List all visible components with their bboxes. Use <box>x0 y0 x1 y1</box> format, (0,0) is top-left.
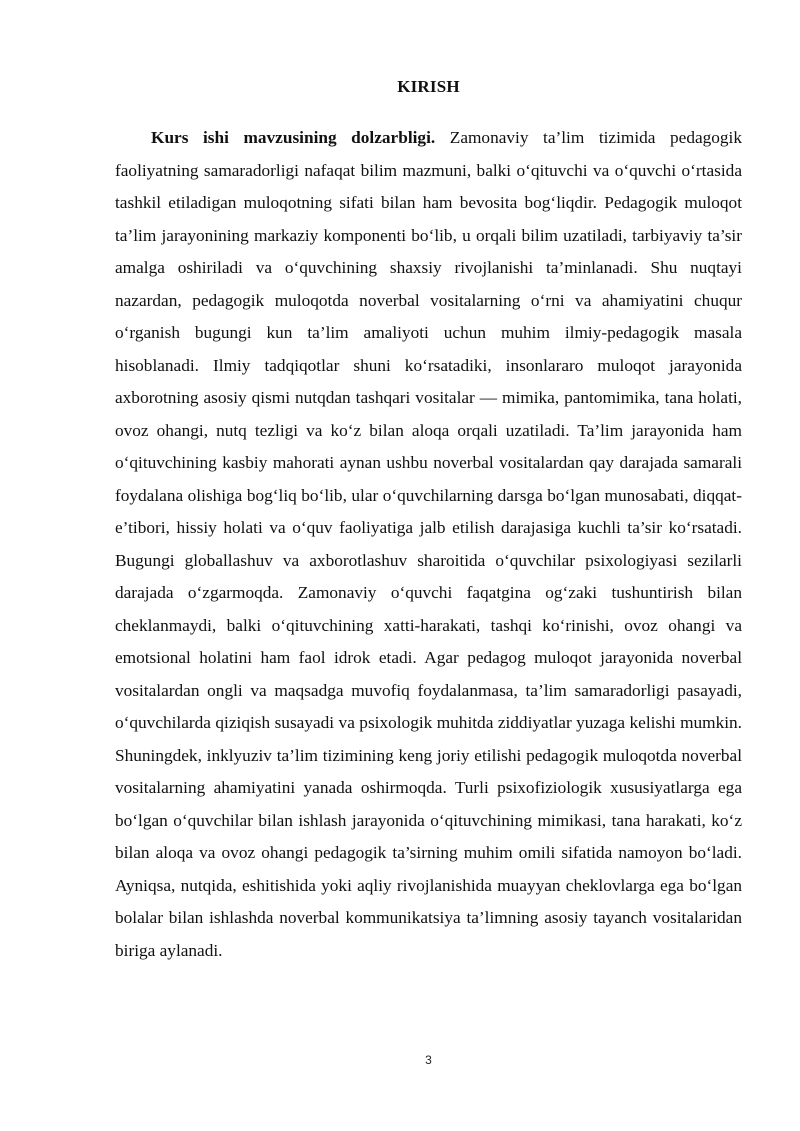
body-paragraph <box>115 122 742 967</box>
document-page <box>115 0 742 1131</box>
paragraph-text: Zamonaviy ta’lim tizimida pedagogik faoliyatning samaradorligi nafaqat bilim mazmuni, balki o‘qituvchi va o‘quvchi o‘rtasida tashkil etiladigan muloqotning sifati bilan ham bevosita bog‘liqdir. Pedagogik muloqot ta’lim jarayonining markaziy komponenti bo‘lib, u orqali bilim uzatiladi, tarbiyaviy ta’sir amalga oshiriladi va o‘quvchining shaxsiy rivojlanishi ta’minlanadi. Shu nuqtayi nazardan, pedagogik muloqotda noverbal vositalarning o‘rni va ahamiyatini chuqur o‘rganish bugungi kun ta’lim amaliyoti uchun muhim ilmiy-pedagogik masala hisoblanadi. Ilmiy tadqiqotlar shuni ko‘rsatadiki, insonlararo muloqot jarayonida axborotning asosiy qismi nutqdan tashqari vositalar — mimika, pantomimika, tana holati, ovoz ohangi, nutq tezligi va ko‘z bilan aloqa orqali uzatiladi. Ta’lim jarayonida ham o‘qituvchining kasbiy mahorati aynan ushbu noverbal vositalardan qay darajada samarali foydalana olishiga bog‘liq bo‘lib, ular o‘quvchilarning darsga bo‘lgan munosabati, diqqat-e’tibori, hissiy holati va o‘quv faoliyatiga jalb etilish darajasiga kuchli ta’sir ko‘rsatadi. Bugungi globallashuv va axborotlashuv sharoitida o‘quvchilar psixologiyasi sezilarli darajada o‘zgarmoqda. Zamonaviy o‘quvchi faqatgina og‘zaki tushuntirish bilan cheklanmaydi, balki o‘qituvchining xatti-harakati, tashqi ko‘rinishi, ovoz ohangi va emotsional holatini ham faol idrok etadi. Agar pedagog muloqot jarayonida noverbal vositalardan ongli va maqsadga muvofiq foydalanmasa, ta’lim samaradorligi pasayadi, o‘quvchilarda qiziqish susayadi va psixologik muhitda ziddiyatlar yuzaga kelishi mumkin. Shuningdek, inklyuziv ta’lim tizimining keng joriy etilishi pedagogik muloqotda noverbal vositalarning ahamiyatini yanada oshirmoqda. Turli psixofiziologik xususiyatlarga ega bo‘lgan o‘quvchilar bilan ishlash jarayonida o‘qituvchining mimikasi, tana harakati, ko‘z bilan aloqa va ovoz ohangi pedagogik ta’sirning muhim omili sifatida namoyon bo‘ladi. Ayniqsa, nutqida, eshitishida yoki aqliy rivojlanishida muayyan cheklovlarga ega bo‘lgan bolalar bilan ishlashda noverbal kommunikatsiya ta’limning asosiy tayanch vositalaridan biriga aylanadi. <box>115 128 742 960</box>
page-number: 3 <box>425 1053 432 1067</box>
section-heading: KIRISH <box>397 77 460 96</box>
paragraph-lead: Kurs ishi mavzusining dolzarbligi. <box>151 128 436 147</box>
